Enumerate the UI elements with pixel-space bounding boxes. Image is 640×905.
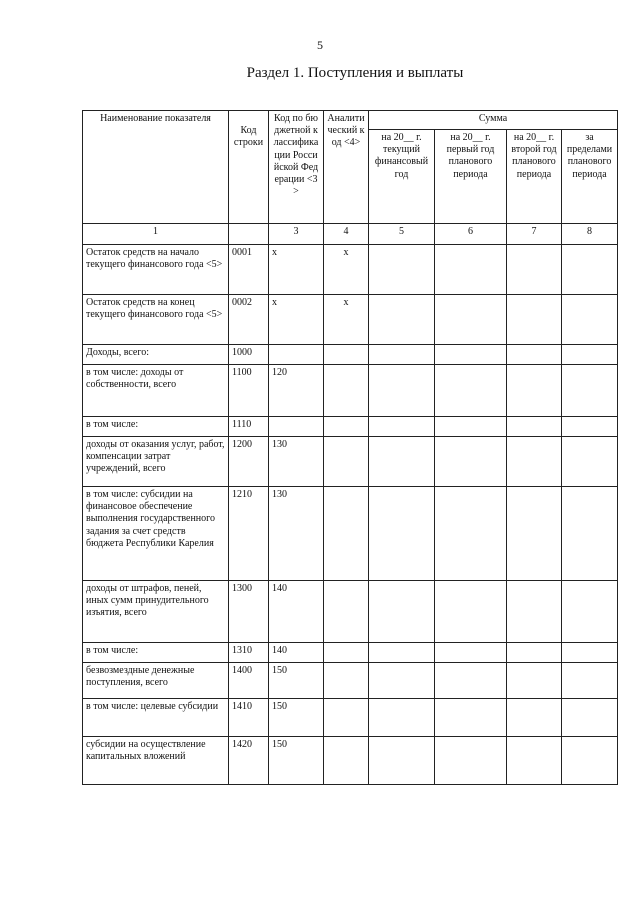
row-code: 1410 bbox=[229, 699, 269, 737]
income-expense-table bbox=[82, 110, 618, 785]
col-number: 7 bbox=[507, 224, 562, 245]
row-code: 0001 bbox=[229, 245, 269, 295]
header-beyond-plan: за пределами планового периода bbox=[562, 130, 618, 224]
sum-cell bbox=[507, 437, 562, 487]
header-first-plan-year: на 20__ г. первый год планового периода bbox=[435, 130, 507, 224]
sum-cell bbox=[435, 417, 507, 437]
table-row bbox=[83, 295, 618, 345]
sum-cell bbox=[562, 437, 618, 487]
sum-cell bbox=[369, 365, 435, 417]
row-code: 1210 bbox=[229, 487, 269, 581]
analytic-code bbox=[324, 737, 369, 785]
analytic-code: x bbox=[324, 295, 369, 345]
table-row bbox=[83, 487, 618, 581]
table-row bbox=[83, 581, 618, 643]
analytic-code bbox=[324, 345, 369, 365]
sum-cell bbox=[562, 663, 618, 699]
analytic-code bbox=[324, 365, 369, 417]
sum-cell bbox=[562, 345, 618, 365]
indicator-name: в том числе: целевые субсидии bbox=[83, 699, 229, 737]
indicator-name: доходы от штрафов, пеней, иных сумм принудительного изъятия, всего bbox=[83, 581, 229, 643]
col-number: 4 bbox=[324, 224, 369, 245]
sum-cell bbox=[562, 295, 618, 345]
row-code: 1420 bbox=[229, 737, 269, 785]
sum-cell bbox=[369, 699, 435, 737]
header-second-plan-year: на 20__ г. второй год планового периода bbox=[507, 130, 562, 224]
sum-cell bbox=[435, 581, 507, 643]
row-code: 1200 bbox=[229, 437, 269, 487]
sum-cell bbox=[507, 737, 562, 785]
sum-cell bbox=[369, 437, 435, 487]
page-number: 5 bbox=[317, 38, 323, 52]
sum-cell bbox=[435, 663, 507, 699]
sum-cell bbox=[562, 699, 618, 737]
col-number: 6 bbox=[435, 224, 507, 245]
analytic-code bbox=[324, 643, 369, 663]
sum-cell bbox=[435, 643, 507, 663]
budget-code: 150 bbox=[269, 663, 324, 699]
row-code: 1110 bbox=[229, 417, 269, 437]
budget-code: 130 bbox=[269, 487, 324, 581]
sum-cell bbox=[507, 699, 562, 737]
sum-cell bbox=[507, 487, 562, 581]
table-row bbox=[83, 699, 618, 737]
header-indicator-name: Наименование показателя bbox=[83, 111, 229, 224]
row-code: 1000 bbox=[229, 345, 269, 365]
table-row bbox=[83, 737, 618, 785]
table-row bbox=[83, 417, 618, 437]
sum-cell bbox=[507, 245, 562, 295]
indicator-name: безвозмездные денежные поступления, всего bbox=[83, 663, 229, 699]
sum-cell bbox=[562, 365, 618, 417]
sum-cell bbox=[435, 437, 507, 487]
table-row bbox=[83, 437, 618, 487]
table-row bbox=[83, 245, 618, 295]
header-current-year: на 20__ г. текущий финансовый год bbox=[369, 130, 435, 224]
row-code: 1100 bbox=[229, 365, 269, 417]
budget-code: 150 bbox=[269, 737, 324, 785]
sum-cell bbox=[562, 417, 618, 437]
indicator-name: субсидии на осуществление капитальных вложений bbox=[83, 737, 229, 785]
indicator-name: Доходы, всего: bbox=[83, 345, 229, 365]
sum-cell bbox=[369, 487, 435, 581]
header-budget-code: Код по бюджетной классификации Российской Федерации <3> bbox=[269, 111, 324, 224]
table-row bbox=[83, 365, 618, 417]
sum-cell bbox=[369, 737, 435, 785]
sum-cell bbox=[369, 643, 435, 663]
sum-cell bbox=[562, 737, 618, 785]
sum-cell bbox=[562, 643, 618, 663]
row-code: 1400 bbox=[229, 663, 269, 699]
sum-cell bbox=[507, 295, 562, 345]
sum-cell bbox=[435, 295, 507, 345]
row-code: 1300 bbox=[229, 581, 269, 643]
budget-code: 150 bbox=[269, 699, 324, 737]
sum-cell bbox=[507, 643, 562, 663]
table-row bbox=[83, 345, 618, 365]
sum-cell bbox=[435, 245, 507, 295]
col-number bbox=[229, 224, 269, 245]
sum-cell bbox=[435, 345, 507, 365]
analytic-code bbox=[324, 699, 369, 737]
sum-cell bbox=[507, 345, 562, 365]
section-title: Раздел 1. Поступления и выплаты bbox=[246, 65, 464, 81]
sum-cell bbox=[369, 295, 435, 345]
sum-cell bbox=[435, 487, 507, 581]
indicator-name: в том числе: доходы от собственности, всего bbox=[83, 365, 229, 417]
indicator-name: Остаток средств на конец текущего финансового года <5> bbox=[83, 295, 229, 345]
sum-cell bbox=[507, 663, 562, 699]
sum-cell bbox=[507, 581, 562, 643]
sum-cell bbox=[435, 737, 507, 785]
indicator-name: в том числе: bbox=[83, 643, 229, 663]
indicator-name: доходы от оказания услуг, работ, компенсации затрат учреждений, всего bbox=[83, 437, 229, 487]
header-sum: Сумма bbox=[369, 111, 618, 130]
sum-cell bbox=[369, 245, 435, 295]
sum-cell bbox=[435, 699, 507, 737]
sum-cell bbox=[562, 245, 618, 295]
indicator-name: Остаток средств на начало текущего финансового года <5> bbox=[83, 245, 229, 295]
analytic-code bbox=[324, 437, 369, 487]
budget-code: x bbox=[269, 245, 324, 295]
budget-code: 140 bbox=[269, 581, 324, 643]
sum-cell bbox=[369, 417, 435, 437]
indicator-name: в том числе: bbox=[83, 417, 229, 437]
table-row bbox=[83, 643, 618, 663]
row-code: 1310 bbox=[229, 643, 269, 663]
budget-code: 130 bbox=[269, 437, 324, 487]
budget-code bbox=[269, 417, 324, 437]
sum-cell bbox=[507, 365, 562, 417]
budget-code: x bbox=[269, 295, 324, 345]
sum-cell bbox=[369, 345, 435, 365]
sum-cell bbox=[562, 487, 618, 581]
table-row bbox=[83, 663, 618, 699]
col-number: 1 bbox=[83, 224, 229, 245]
budget-code bbox=[269, 345, 324, 365]
budget-code: 140 bbox=[269, 643, 324, 663]
analytic-code bbox=[324, 663, 369, 699]
column-numbers-row bbox=[83, 224, 618, 245]
row-code: 0002 bbox=[229, 295, 269, 345]
col-number: 8 bbox=[562, 224, 618, 245]
indicator-name: в том числе: субсидии на финансовое обеспечение выполнения государственного задания за счет средств бюджета Республики Карелия bbox=[83, 487, 229, 581]
col-number: 3 bbox=[269, 224, 324, 245]
header-row-code: Код строки bbox=[229, 111, 269, 224]
analytic-code bbox=[324, 417, 369, 437]
analytic-code: x bbox=[324, 245, 369, 295]
sum-cell bbox=[435, 365, 507, 417]
sum-cell bbox=[369, 581, 435, 643]
analytic-code bbox=[324, 487, 369, 581]
analytic-code bbox=[324, 581, 369, 643]
col-number: 5 bbox=[369, 224, 435, 245]
sum-cell bbox=[562, 581, 618, 643]
budget-code: 120 bbox=[269, 365, 324, 417]
sum-cell bbox=[507, 417, 562, 437]
header-analytic-code: Аналитический код <4> bbox=[324, 111, 369, 224]
sum-cell bbox=[369, 663, 435, 699]
